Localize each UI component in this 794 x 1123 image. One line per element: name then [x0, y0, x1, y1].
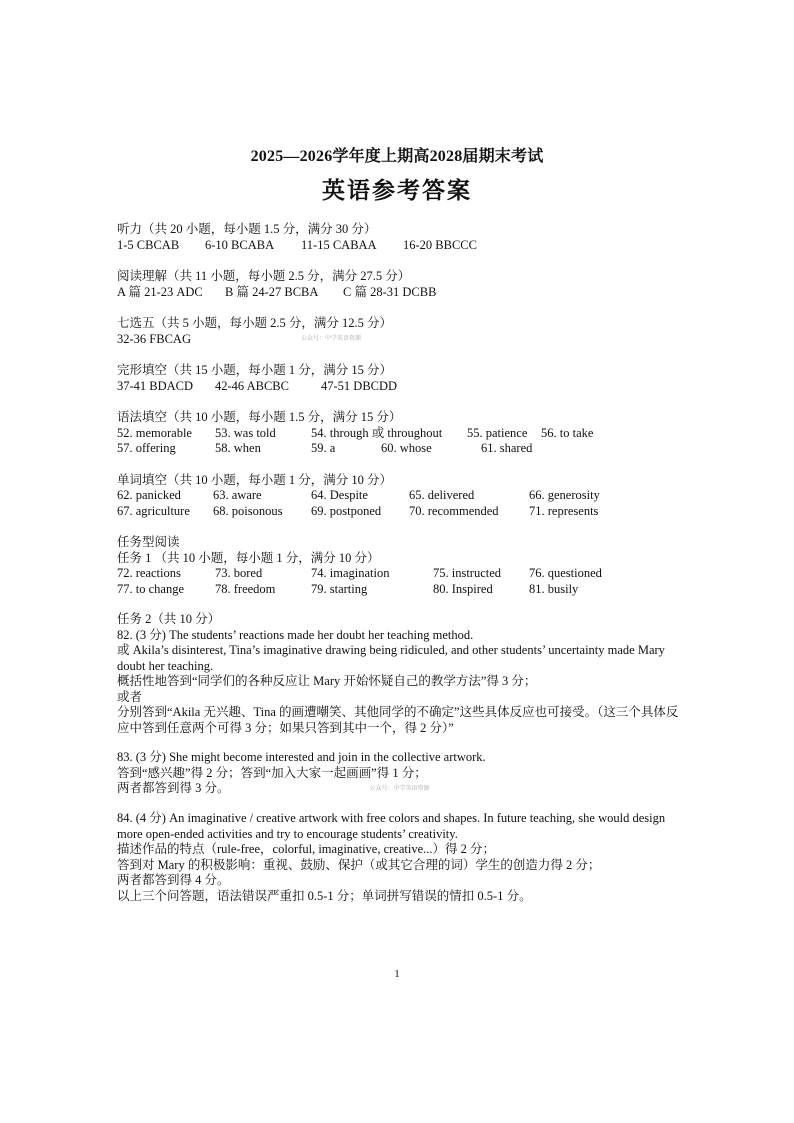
section-heading: 语法填空（共 10 小题，每小题 1.5 分，满分 15 分）: [117, 410, 402, 425]
q82-scoring: 概括性地答到“同学们的各种反应让 Mary 开始怀疑自己的教学方法”得 3 分；: [117, 674, 537, 689]
answer-item: 60. whose: [381, 441, 432, 456]
answer-item: 81. busily: [529, 581, 579, 596]
section-heading: 单词填空（共 10 小题，每小题 1 分，满分 10 分）: [117, 472, 393, 487]
answer-group: 42-46 ABCBC: [215, 378, 289, 393]
seven-five-section: [117, 316, 682, 347]
answer-row: [117, 332, 682, 348]
watermark: 公众号：中学英语资源: [300, 335, 361, 342]
answer-row: [117, 441, 682, 457]
answer-item: 69. postponed: [311, 503, 382, 518]
answer-row: [117, 582, 682, 598]
grammar-section: [117, 410, 682, 457]
q83-scoring-full: [117, 781, 682, 797]
page-number: 1: [394, 968, 400, 980]
answer-group: A 篇 21-23 ADC: [117, 284, 203, 299]
answer-item: 66. generosity: [529, 488, 600, 503]
answer-item: 63. aware: [213, 488, 262, 503]
answer-item: 75. instructed: [433, 566, 502, 581]
word-section: [117, 473, 682, 520]
answer-item: 58. when: [215, 441, 261, 456]
answer-item: 68. poisonous: [213, 503, 283, 518]
answer-group: 11-15 CABAA: [301, 237, 377, 252]
answer-item: 53. was told: [215, 425, 276, 440]
section-heading: 完形填空（共 15 小题，每小题 1 分，满分 15 分）: [117, 363, 393, 378]
answer-row: [117, 488, 682, 504]
answer-item: 80. Inspired: [433, 581, 493, 596]
cloze-section: [117, 363, 682, 394]
q82-answer: 82. (3 分) The students’ reactions made her doubt her teaching method.: [117, 627, 474, 642]
task1-heading: 任务 1 （共 10 小题，每小题 1 分，满分 10 分）: [117, 550, 380, 565]
answer-group: C 篇 28-31 DCBB: [343, 284, 437, 299]
answer-group: 47-51 DBCDD: [321, 378, 398, 393]
answer-item: 74. imagination: [311, 566, 390, 581]
answer-item: 78. freedom: [215, 581, 276, 596]
answer-item: 70. recommended: [409, 503, 499, 518]
section-heading: 任务型阅读: [117, 535, 180, 550]
answer-group: 1-5 CBCAB: [117, 237, 180, 252]
q84-scoring: 描述作品的特点（rule-free，colorful, imaginative, creative...）得 2 分；: [117, 842, 496, 857]
answer-row: [117, 504, 682, 520]
answer-content: [117, 222, 682, 904]
exam-title: 2025—2026学年度上期高2028届期末考试: [250, 148, 544, 165]
q83-scoring-text: 答到“感兴趣”得 2 分；答到“加入大家一起画画”得 1 分；: [117, 765, 427, 780]
section-heading: 听力（共 20 小题，每小题 1.5 分，满分 30 分）: [117, 222, 377, 236]
section-heading: 阅读理解（共 11 小题，每小题 2.5 分，满分 27.5 分）: [117, 269, 411, 283]
q82-or: 或者: [117, 689, 143, 704]
answer-item: 67. agriculture: [117, 503, 190, 518]
general-scoring-note: 以上三个问答题，语法错误严重扣 0.5-1 分；单词拼写错误的情扣 0.5-1 分。: [117, 888, 532, 903]
answer-item: 73. bored: [215, 566, 263, 581]
task-reading-section: [117, 535, 682, 904]
answer-item: 54. through 或 throughout: [311, 425, 443, 440]
answer-group: B 篇 24-27 BCBA: [225, 284, 319, 299]
watermark: 公众号：中学英语资源: [369, 785, 430, 792]
answer-item: 65. delivered: [409, 488, 475, 503]
answer-item: 76. questioned: [529, 566, 602, 581]
answer-item: 79. starting: [311, 581, 368, 596]
answer-row: [117, 379, 682, 395]
answer-item: 62. panicked: [117, 488, 181, 503]
reading-section: [117, 269, 682, 300]
q83-answer: 83. (3 分) She might become interested and join in the collective artwork.: [117, 750, 486, 765]
answer-item: 71. represents: [529, 503, 599, 518]
answer-item: 57. offering: [117, 441, 176, 456]
answer-item: 59. a: [311, 441, 336, 456]
task2-heading: 任务 2（共 10 分）: [117, 612, 221, 627]
answer-row: [117, 426, 682, 442]
q82-alternative: 或 Akila’s disinterest, Tina’s imaginative drawing being ridiculed, and other students’ uncertainty made Mary doubt her teaching.: [117, 643, 665, 673]
answer-item: 72. reactions: [117, 566, 181, 581]
q83-scoring: [117, 766, 682, 782]
answer-row: [117, 285, 682, 301]
listening-section: [117, 222, 682, 253]
q82-scoring-detail: 分别答到“Akila 无兴趣、Tina 的画遭嘲笑、其他同学的不确定”这些具体反应也可接受。（这三个具体反应中答到任意两个可得 3 分；如果只答到其中一个，得 2 分）”: [117, 705, 679, 735]
answer-item: 56. to take: [541, 425, 594, 440]
answer-item: 64. Despite: [311, 488, 368, 503]
answer-group: 32-36 FBCAG: [117, 331, 191, 346]
answer-item: 52. memorable: [117, 425, 192, 440]
answer-group: 6-10 BCABA: [205, 237, 275, 252]
q83-scoring-full-text: 两者都答到得 3 分。: [117, 781, 230, 796]
answer-row: [117, 566, 682, 582]
answer-item: 77. to change: [117, 581, 184, 596]
document-title: 英语参考答案: [322, 178, 472, 203]
answer-item: 55. patience: [467, 425, 528, 440]
answer-group: 37-41 BDACD: [117, 378, 194, 393]
answer-item: 61. shared: [481, 441, 533, 456]
answer-row: [117, 238, 682, 254]
section-heading: 七选五（共 5 小题，每小题 2.5 分，满分 12.5 分）: [117, 316, 393, 330]
q84-scoring-3: 两者都答到得 4 分。: [117, 873, 230, 888]
q84-answer: 84. (4 分) An imaginative / creative artwork with free colors and shapes. In future teaching, she would design more open-ended activities and try to encourage students’ creativity.: [117, 811, 666, 841]
answer-group: 16-20 BBCCC: [403, 237, 477, 252]
q84-scoring-2: 答到对 Mary 的积极影响：重视、鼓励、保护（或其它合理的词）学生的创造力得 2 分；: [117, 857, 601, 872]
